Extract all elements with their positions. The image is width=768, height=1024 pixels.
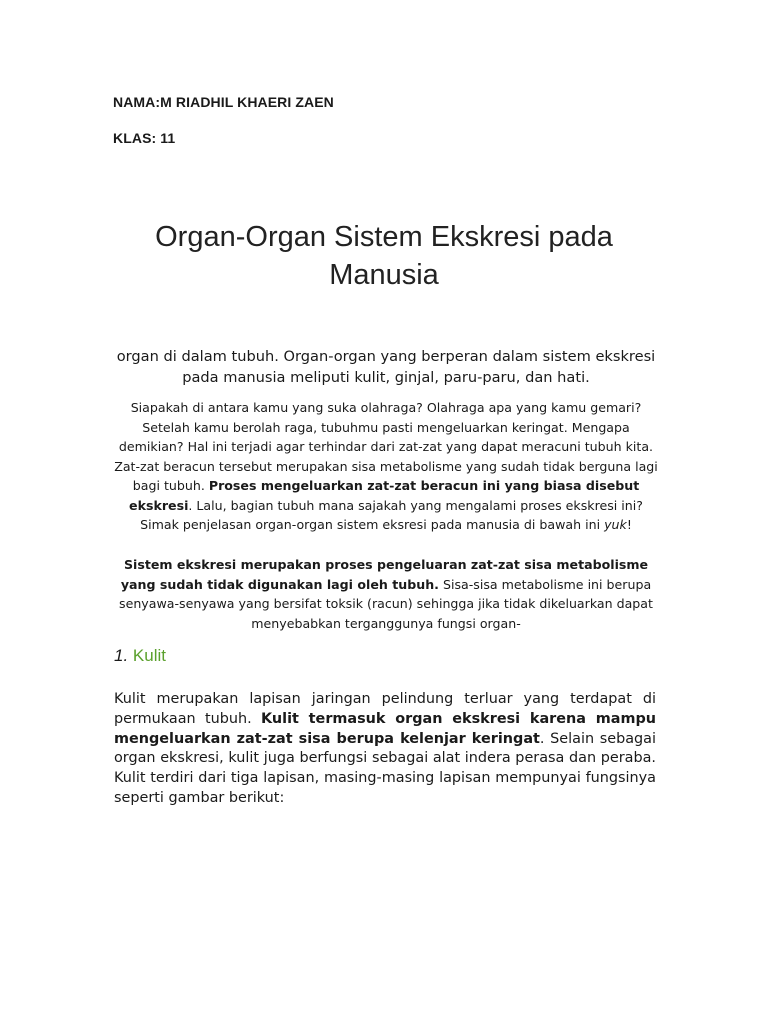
kulit-text-1: Kulit merupakan lapisan jaringan pelindung terluar yang terdapat di permukaan tubuh. bbox=[114, 691, 656, 727]
kulit-paragraph bbox=[114, 690, 656, 809]
exercise-paragraph bbox=[112, 398, 660, 535]
p2-text-3: ! bbox=[626, 517, 632, 532]
document-title: Organ-Organ Sistem Ekskresi pada Manusia bbox=[155, 221, 613, 291]
p3-text-1: Sisa-sisa metabolisme ini berupa senyawa-senyawa yang bersifat toksik (racun) sehingga jika tidak dikeluarkan dapat menyebabkan terganggunya fungsi organ- bbox=[119, 576, 653, 631]
p2-text-1: Siapakah di antara kamu yang suka olahraga? Olahraga apa yang kamu gemari? Setelah kamu berolah raga, tubuhmu pasti mengeluarkan keringat. Mengapa demikian? Hal ini terjadi agar terhindar dari zat-zat yang dapat meracuni tubuh kita. Zat-zat beracun tersebut merupakan sisa metabolisme yang sudah tidak berguna lagi bagi tubuh. bbox=[114, 400, 658, 493]
p2-text-2: . Lalu, bagian tubuh mana sajakah yang mengalami proses ekskresi ini? Simak penjelasan organ-organ sistem eksresi pada manusia di bawah ini bbox=[140, 497, 643, 532]
p2-italic-1: yuk bbox=[604, 517, 627, 532]
kulit-bold-1: Kulit termasuk organ ekskresi karena mampu mengeluarkan zat-zat sisa berupa kelenjar keringat bbox=[114, 710, 656, 747]
intro-paragraph: organ di dalam tubuh. Organ-organ yang berperan dalam sistem ekskresi pada manusia meliputi kulit, ginjal, paru-paru, dan hati. bbox=[116, 348, 656, 386]
student-class: KLAS: 11 bbox=[113, 130, 176, 146]
section-number: 1. bbox=[114, 646, 129, 665]
kulit-text-2: . Selain sebagai organ ekskresi, kulit juga berfungsi sebagai alat indera perasa dan peraba. Kulit terdiri dari tiga lapisan, masing-masing lapisan mempunyai fungsinya seperti gambar berikut: bbox=[114, 730, 656, 806]
student-name: NAMA:M RIADHIL KHAERI ZAEN bbox=[113, 94, 334, 110]
p2-bold-1: Proses mengeluarkan zat-zat beracun ini yang biasa disebut ekskresi bbox=[129, 478, 640, 513]
definition-paragraph bbox=[112, 555, 660, 633]
p3-bold-1: Sistem ekskresi merupakan proses pengeluaran zat-zat sisa metabolisme yang sudah tidak digunakan lagi oleh tubuh. bbox=[120, 557, 649, 592]
section-label: Kulit bbox=[132, 646, 166, 665]
section-heading-kulit bbox=[114, 646, 166, 666]
